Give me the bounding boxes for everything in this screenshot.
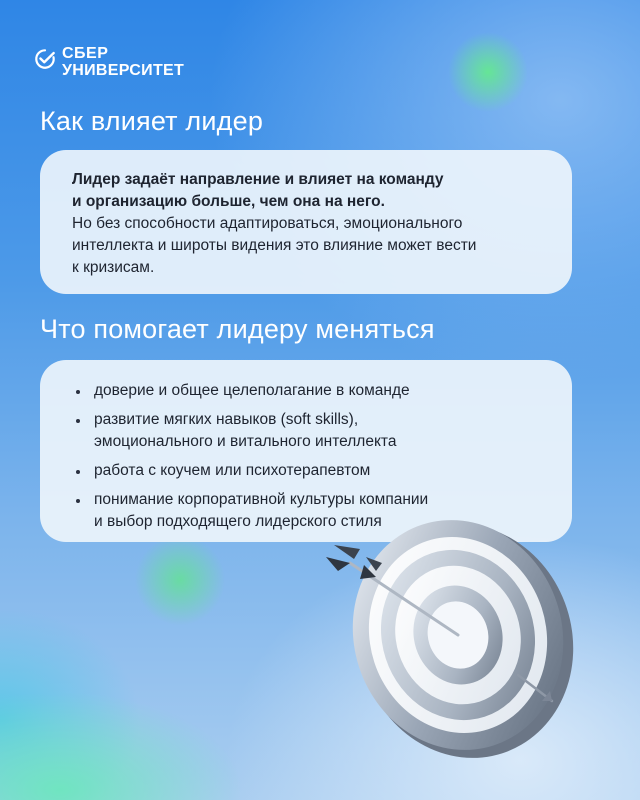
card1-line5: к кризисам. (72, 259, 155, 276)
logo-line2: УНИВЕРСИТЕТ (62, 62, 185, 79)
list-item-line: понимание корпоративной культуры компании (94, 491, 429, 508)
list-item-line: развитие мягких навыков (soft skills), (94, 411, 359, 428)
sber-university-logo (34, 46, 184, 79)
list-item-line: эмоционального и витального интеллекта (94, 433, 397, 450)
leader-influence-card (40, 150, 572, 294)
logo-line1: СБЕР (62, 45, 109, 62)
sber-check-icon (34, 48, 56, 70)
card1-bold-line1: Лидер задаёт направление и влияет на команду (72, 171, 444, 188)
section1-heading: Как влияет лидер (40, 106, 264, 136)
section2-heading: Что помогает лидеру меняться (40, 314, 435, 344)
list-item-line: работа с коучем или психотерапевтом (94, 462, 371, 479)
logo-text (62, 46, 184, 79)
list-item-line: и выбор подходящего лидерского стиля (94, 513, 382, 530)
card1-line4: интеллекта и широты видения это влияние может вести (72, 237, 477, 254)
card1-bold-line2: и организацию больше, чем она на него. (72, 193, 385, 210)
card1-line3: Но без способности адаптироваться, эмоционального (72, 215, 463, 232)
target-with-arrow-icon (320, 505, 580, 765)
list-item-line: доверие и общее целеполагание в команде (94, 382, 410, 399)
list-item (76, 460, 552, 482)
list-item (76, 409, 552, 453)
list-item (76, 380, 552, 402)
